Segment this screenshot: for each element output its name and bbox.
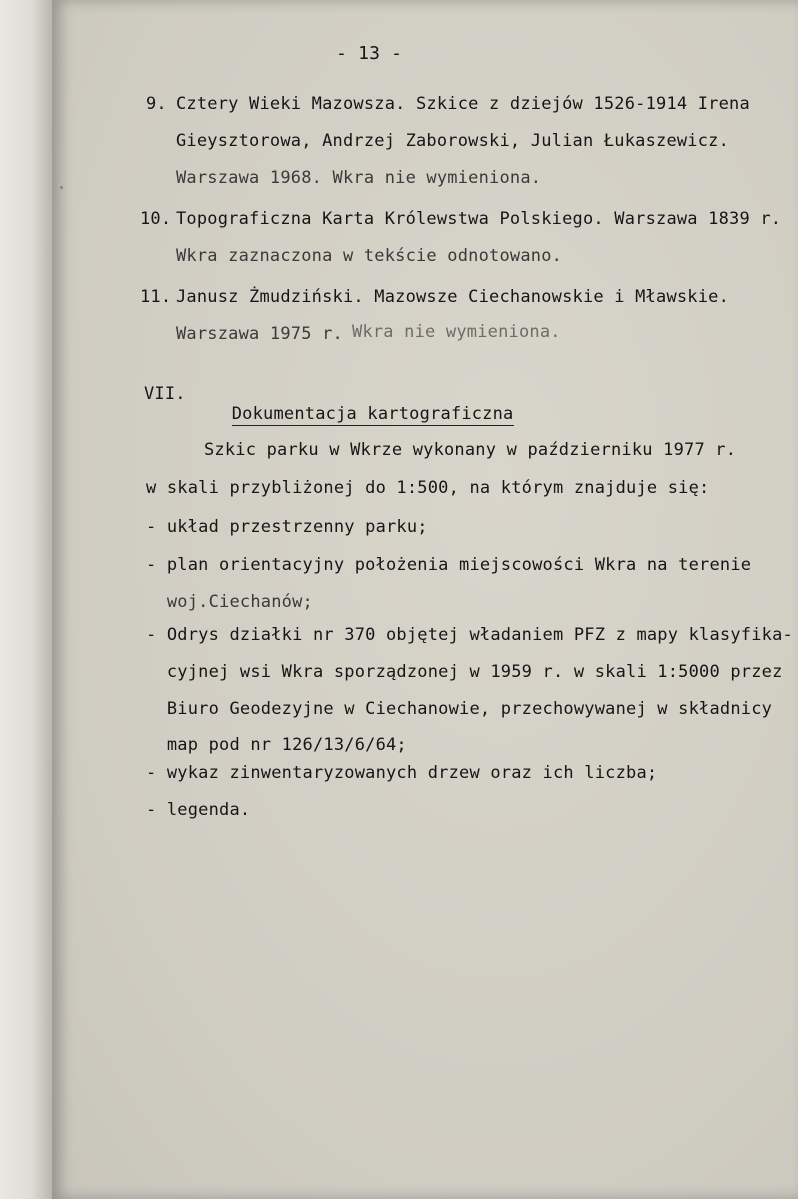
list-item-number: 9. bbox=[146, 94, 167, 114]
list-item-number: 10. bbox=[140, 209, 172, 229]
page-number: - 13 - bbox=[336, 43, 403, 64]
bullet-line: - legenda. bbox=[146, 800, 251, 820]
bullet-line: cyjnej wsi Wkra sporządzonej w 1959 r. w skali 1:5000 przez bbox=[146, 662, 783, 682]
list-item-tail: Wkra nie wymieniona. bbox=[352, 322, 561, 342]
section-title: Dokumentacja kartograficzna bbox=[231, 404, 514, 424]
document-page bbox=[52, 0, 798, 1199]
bullet-line: - wykaz zinwentaryzowanych drzew oraz ich liczba; bbox=[146, 763, 658, 783]
section-title-wrap bbox=[190, 384, 514, 444]
list-item-line: Cztery Wieki Mazowsza. Szkice z dziejów 1526-1914 Irena bbox=[176, 94, 750, 114]
list-item-line: Gieysztorowa, Andrzej Zaborowski, Julian Łukaszewicz. bbox=[176, 131, 730, 151]
bullet-line: - układ przestrzenny parku; bbox=[146, 517, 428, 537]
list-item-number: 11. bbox=[140, 287, 172, 307]
section-number: VII. bbox=[144, 384, 186, 404]
list-item-line: Topograficzna Karta Królewstwa Polskiego. Warszawa 1839 r. bbox=[176, 209, 782, 229]
paragraph-line: w skali przybliżonej do 1:500, na którym znajduje się: bbox=[146, 478, 710, 498]
paragraph-line: Szkic parku w Wkrze wykonany w październiku 1977 r. bbox=[204, 440, 737, 460]
margin-speck bbox=[60, 186, 63, 189]
list-item-line: Warszawa 1968. Wkra nie wymieniona. bbox=[176, 168, 542, 188]
bullet-line: - plan orientacyjny położenia miejscowości Wkra na terenie bbox=[146, 555, 752, 575]
bullet-line: - Odrys działki nr 370 objętej władaniem PFZ z mapy klasyfika- bbox=[146, 625, 793, 645]
bullet-line: map pod nr 126/13/6/64; bbox=[146, 735, 407, 755]
list-item-line: Wkra zaznaczona w tekście odnotowano. bbox=[176, 246, 563, 266]
list-item-line: Warszawa 1975 r. bbox=[176, 324, 343, 344]
list-item-line: Janusz Żmudziński. Mazowsze Ciechanowskie i Mławskie. bbox=[176, 287, 730, 307]
bullet-line: woj.Ciechanów; bbox=[146, 592, 313, 612]
bullet-line: Biuro Geodezyjne w Ciechanowie, przechowywanej w składnicy bbox=[146, 699, 773, 719]
